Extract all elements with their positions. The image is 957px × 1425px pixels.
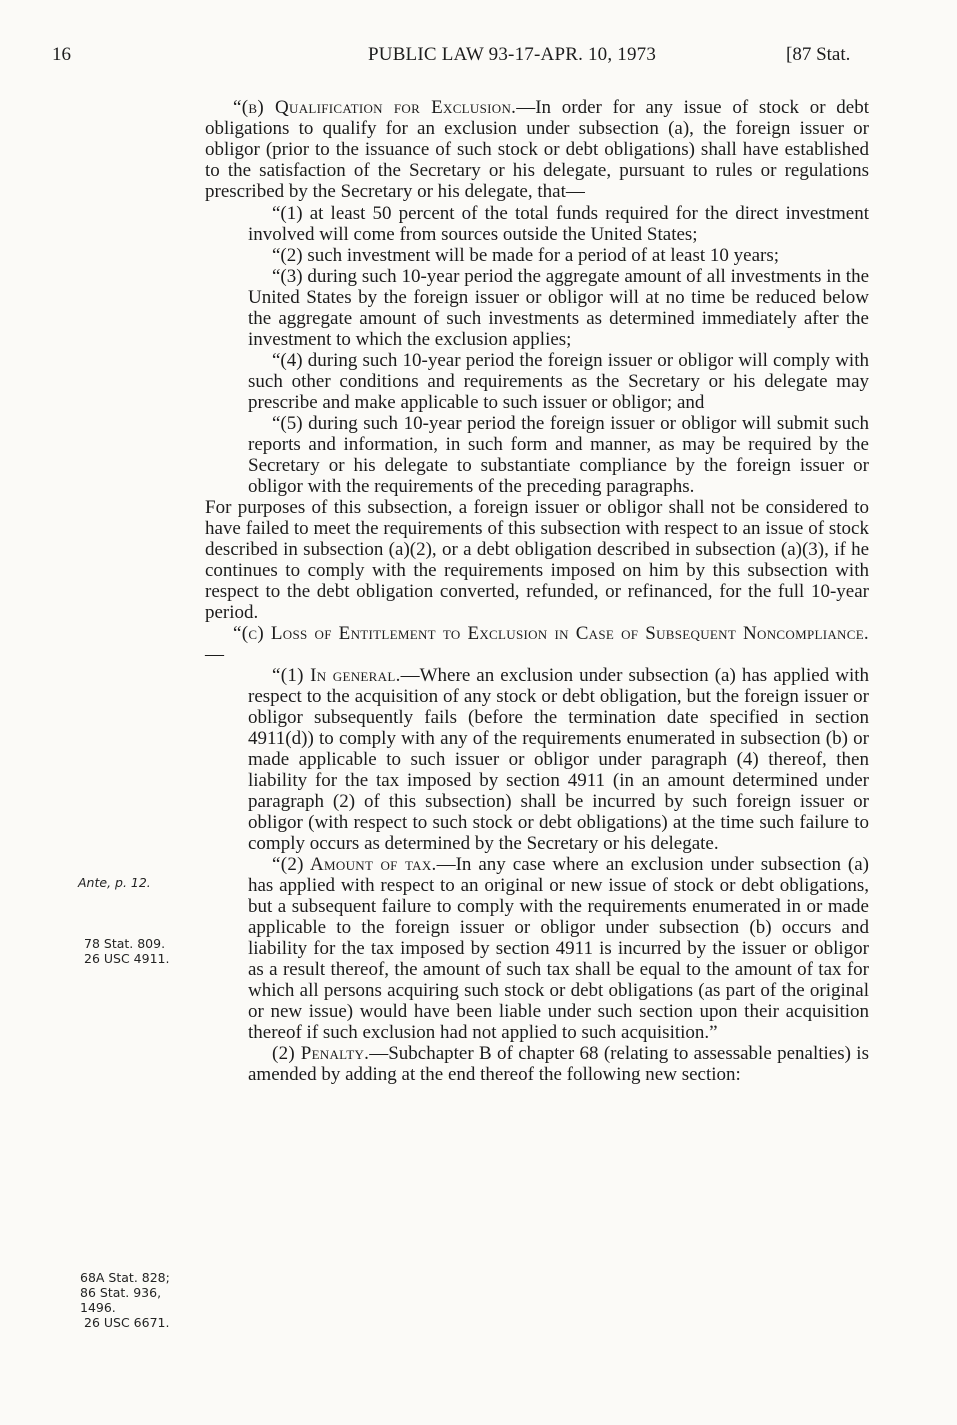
paragraph-c1-heading: “(1) In general. [272,665,401,686]
paragraph-c2-text: —In any case where an exclusion under subsection (a) has applied with respect to an original or new issue of stock or debt obligations, but a subsequent failure to comply with the requirements enumerated in or made applicable to the foreign issuer or obligor under subsection (b) occurs and liability for the tax imposed by section 4911 is incurred by the issuer or obligor as a result thereof, the amount of such tax shall be equal to the amount of tax for which all persons acquiring such stock or debt obligations (as part of the original or new issue) would have been liable under such section upon their acquisition thereof if such exclusion had not applied to such acquisition.” [248,854,869,1043]
paragraph-c2 [205,854,869,1043]
paragraph-c2-heading: “(2) Amount of tax. [272,854,437,875]
paragraph-b3: “(3) during such 10-year period the aggregate amount of all investments in the United States by the foreign issuer or obligor will at no time be reduced below the aggregate amount of such investments as determined immediately after the investment to which the exclusion applies; [248,266,869,350]
margin-note-line: 1496. [80,1300,116,1315]
margin-note-ante-text: Ante, p. 12. [78,875,151,890]
margin-note-line: 78 Stat. 809. [84,936,166,951]
penalty-paragraph [205,1043,869,1085]
margin-note-line: 26 USC 4911. [84,951,170,966]
paragraph-b2: “(2) such investment will be made for a period of at least 10 years; [272,245,780,266]
margin-note-line: 68A Stat. 828; [80,1270,170,1285]
subsection-b-heading: “(b) Qualification for Exclusion. [233,97,517,118]
margin-note-line: 86 Stat. 936, [80,1285,162,1300]
margin-note-ante [78,875,151,890]
paragraph-b5: “(5) during such 10-year period the foreign issuer or obligor will submit such reports and information, in such form and manner, as may be required by the Secretary or his delegate to substantiate compliance by the foreign issuer or obligor with the requirements of the preceding paragraphs. [248,413,869,497]
statute-body [205,97,869,1085]
paragraph-b4: “(4) during such 10-year period the foreign issuer or obligor will comply with such other conditions and requirements as the Secretary or his delegate may prescribe and make applicable to such issuer or obligor; and [248,350,869,413]
page-header [0,44,957,74]
subsection-b [205,97,869,202]
paragraph-b1: “(1) at least 50 percent of the total funds required for the direct investment involved will come from sources outside the United States; [248,203,869,245]
margin-note-line: 26 USC 6671. [84,1315,170,1330]
penalty-heading: (2) Penalty. [272,1043,370,1064]
margin-note-78-stat [84,936,169,966]
paragraph-c1 [205,665,869,854]
flush-paragraph: For purposes of this subsection, a foreign issuer or obligor shall not be considered to have failed to meet the requirements of this subsection with respect to an issue of stock described in subsection (a)(2), or a debt obligation described in subsection (a)(3), if he continues to comply with the requirements imposed on him by this subsection with respect to the debt obligation converted, refunded, or refinanced, for the full 10-year period. [205,497,869,623]
subsection-c-heading: “(c) Loss of Entitlement to Exclusion in Case of Subsequent Noncompliance.— [205,623,869,665]
page-number: 16 [52,44,71,65]
margin-note-68a-stat [80,1270,170,1330]
subsection-b-text: —In order for any issue of stock or debt obligations to qualify for an exclusion under subsection (a), the foreign issuer or obligor (prior to the issuance of such stock or debt obligations) shall have established to the satisfaction of the Secretary or his delegate, pursuant to rules or regulations prescribed by the Secretary or his delegate, that— [205,97,869,202]
paragraph-c1-text: —Where an exclusion under subsection (a) has applied with respect to the acquisition of any stock or debt obligation, but the foreign issuer or obligor subsequently fails (before the termination date specified in section 4911(d)) to comply with any of the requirements enumerated in subsection (b) or made applicable to such issuer or obligor under paragraph (4) thereof, then liability for the tax imposed by section 4911 (in an amount determined under paragraph (2) of this subsection) shall be incurred by such foreign issuer or obligor (with respect to such stock or debt obligations) at the time such failure to comply occurs as determined by the Secretary or his delegate. [248,665,870,854]
law-title: PUBLIC LAW 93-17-APR. 10, 1973 [368,44,657,65]
penalty-text: —Subchapter B of chapter 68 (relating to assessable penalties) is amended by adding at the end thereof the following new section: [248,1043,869,1085]
statute-reference: [87 Stat. [786,44,851,65]
